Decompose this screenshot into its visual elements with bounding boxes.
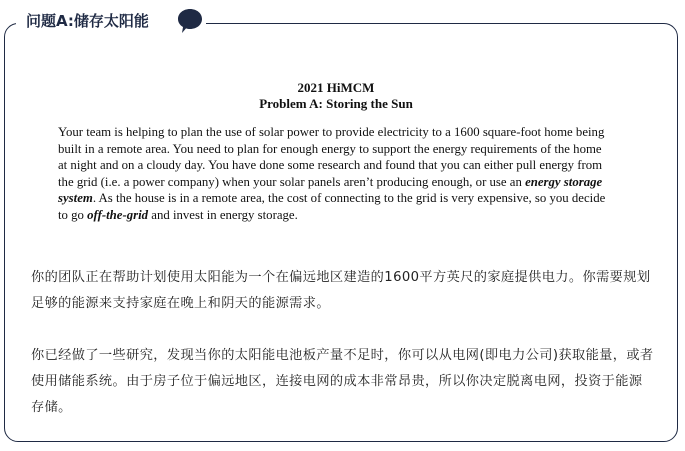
translation-paragraph-2: 你已经做了一些研究，发现当你的太阳能电池板产量不足时，你可以从电网(即电力公司)获取能量，或者使用储能系统。由于房子位于偏远地区，连接电网的成本非常昂贵，所以你决定脱离电网，投资于能源存储。 xyxy=(31,348,654,415)
translation-block-2 xyxy=(31,343,656,421)
paragraph-text-1: Your team is helping to plan the use of solar power to provide electricity to a 1600 square-foot home being built in a remote area. You need to plan for enough energy to support the energy requirements of the home at night and on a cloudy day. You have done some research and found that you can either pull energy from the grid (i.e. a power company) when your solar panels aren’t producing enough, or use an xyxy=(58,125,605,189)
document-subheading: Problem A: Storing the Sun xyxy=(259,96,413,111)
paragraph-text-2: . As the house is in a remote area, the cost of connecting to the grid is very expensive, so you decide to go xyxy=(58,191,606,222)
speech-bubble-icon xyxy=(176,6,204,36)
page-title: 问题A:储存太阳能 xyxy=(26,12,149,30)
problem-statement xyxy=(58,80,614,224)
emphasis-off-the-grid: off-the-grid xyxy=(87,207,149,222)
translation-paragraph-1: 你的团队正在帮助计划使用太阳能为一个在偏远地区建造的1600平方英尺的家庭提供电力。你需要规划足够的能源来支持家庭在晚上和阴天的能源需求。 xyxy=(31,270,651,311)
paragraph-text-3: and invest in energy storage. xyxy=(148,207,298,222)
document-heading: 2021 HiMCM xyxy=(297,80,375,95)
translation-block-1 xyxy=(31,265,656,317)
emphasis-energy-storage: energy storage system xyxy=(58,174,603,206)
problem-paragraph xyxy=(58,124,614,224)
